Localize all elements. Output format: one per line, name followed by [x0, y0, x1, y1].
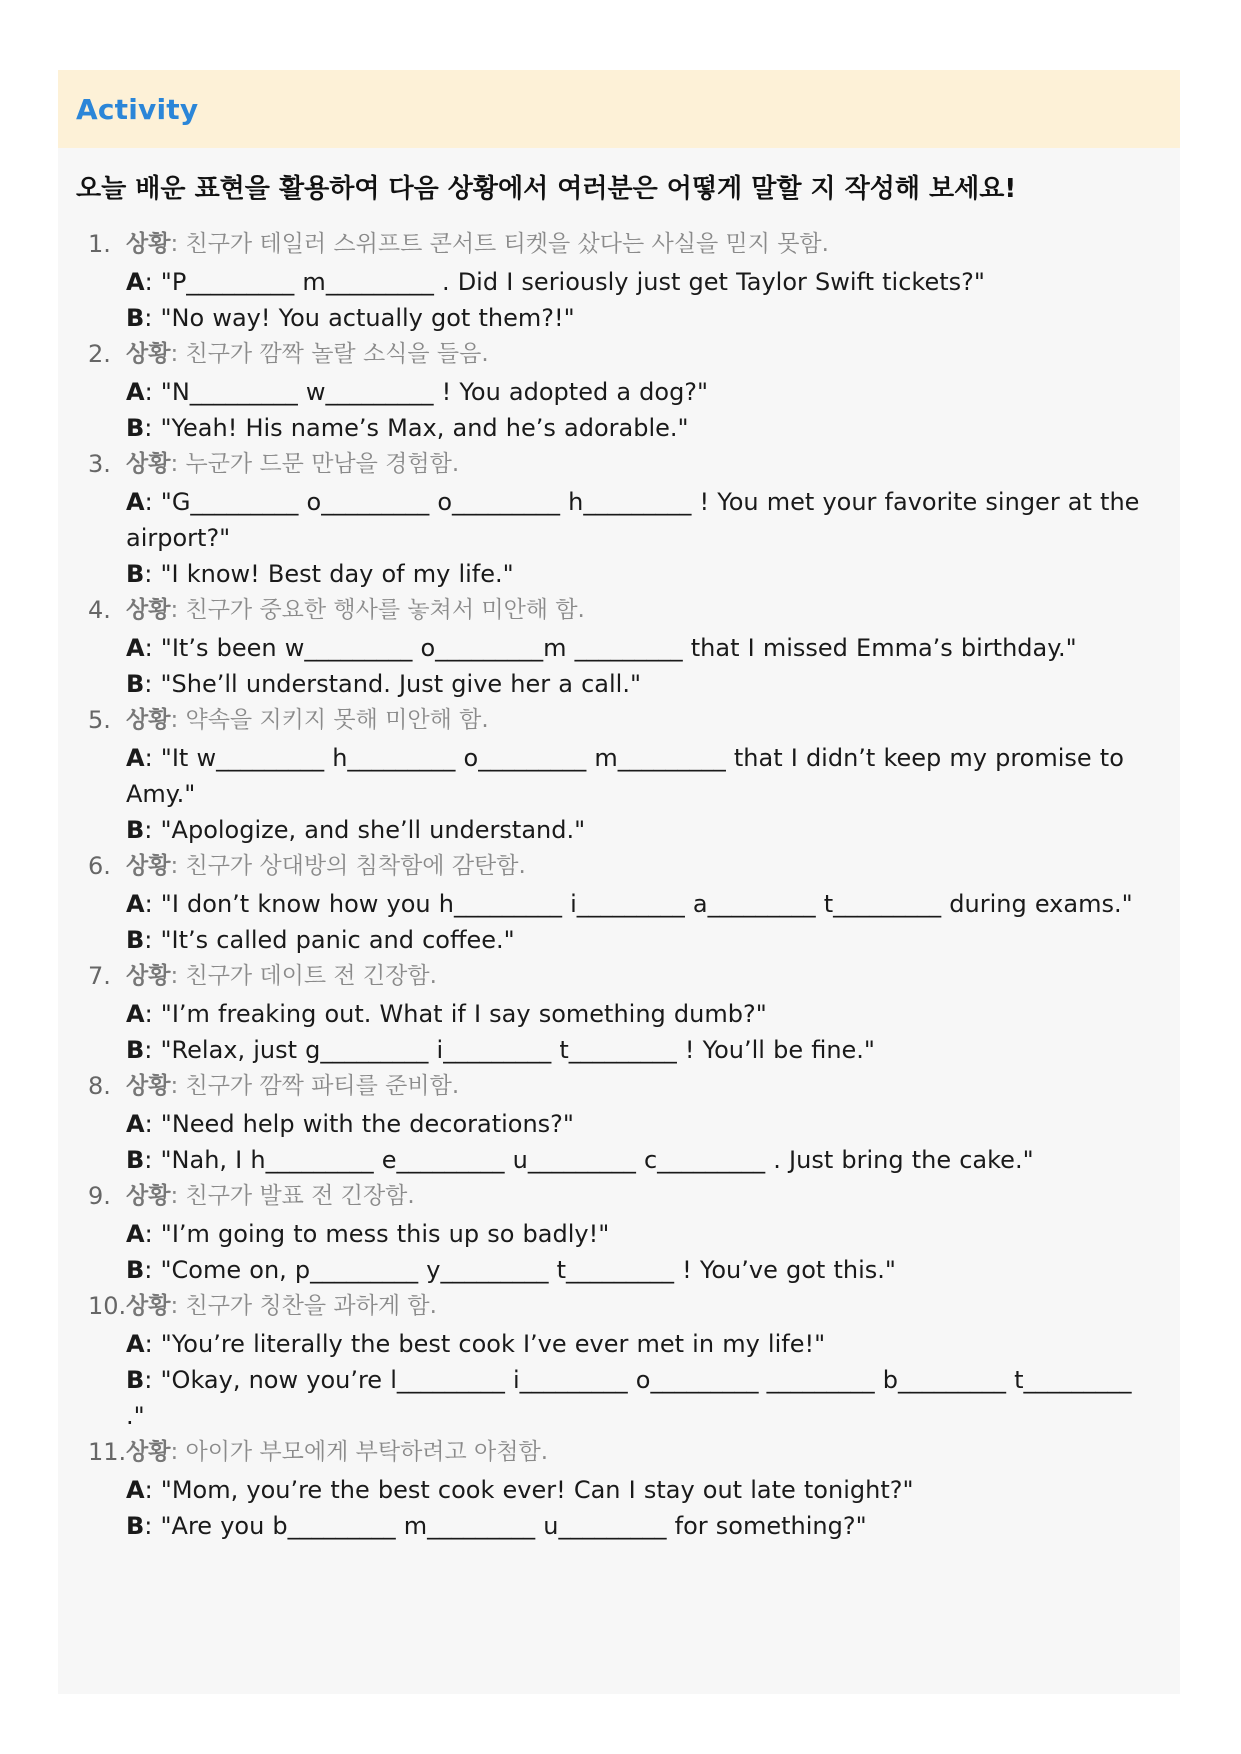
speaker-label: A — [126, 744, 145, 772]
dialogue-line — [126, 922, 1140, 958]
situation-label: 상황 — [126, 231, 171, 257]
speaker-label: B — [126, 816, 145, 844]
speaker-label: B — [126, 670, 145, 698]
exercise-list — [58, 226, 1180, 1544]
dialogue-line — [126, 812, 1140, 848]
dialogue-line — [126, 886, 1140, 922]
dialogue-text: : "Mom, you’re the best cook ever! Can I stay out late tonight?" — [144, 1476, 914, 1504]
situation-text: : 친구가 테일러 스위프트 콘서트 티켓을 샀다는 사실을 믿지 못함. — [170, 231, 829, 257]
exercise-item — [58, 1434, 1180, 1544]
speaker-label: B — [126, 1512, 145, 1540]
dialogue-line — [126, 996, 1140, 1032]
dialogue-text: : "You’re literally the best cook I’ve ever met in my life!" — [144, 1330, 826, 1358]
exercise-item — [58, 592, 1180, 702]
instruction-text: 오늘 배운 표현을 활용하여 다음 상황에서 여러분은 어떻게 말할 지 작성해 보세요! — [76, 174, 1017, 204]
exercise-item — [58, 702, 1180, 848]
dialogue-line — [126, 740, 1140, 812]
situation-label: 상황 — [126, 1439, 171, 1465]
exercise-item — [58, 958, 1180, 1068]
situation-line — [126, 958, 1140, 994]
dialogue-text: : "P_________ m_________ . Did I seriously just get Taylor Swift tickets?" — [144, 268, 985, 296]
situation-line — [126, 702, 1140, 738]
exercise-item — [58, 226, 1180, 336]
situation-label: 상황 — [126, 597, 171, 623]
item-number: 3. — [88, 450, 111, 478]
situation-text: : 친구가 칭찬을 과하게 함. — [170, 1293, 437, 1319]
speaker-label: A — [126, 488, 145, 516]
item-number: 11. — [88, 1438, 127, 1466]
speaker-label: A — [126, 1330, 145, 1358]
situation-text: : 친구가 깜짝 놀랄 소식을 들음. — [170, 341, 489, 367]
dialogue-text: : "Relax, just g_________ i_________ t_________ ! You’ll be fine." — [144, 1036, 875, 1064]
situation-text: : 약속을 지키지 못해 미안해 함. — [170, 707, 489, 733]
dialogue-text: : "Need help with the decorations?" — [144, 1110, 574, 1138]
dialogue-text: : "It’s called panic and coffee." — [144, 926, 515, 954]
dialogue-line — [126, 484, 1140, 556]
dialogue-line — [126, 1472, 1140, 1508]
situation-label: 상황 — [126, 451, 171, 477]
dialogue-line — [126, 300, 1140, 336]
dialogue-line — [126, 374, 1140, 410]
speaker-label: A — [126, 378, 145, 406]
situation-label: 상황 — [126, 853, 171, 879]
dialogue-line — [126, 1106, 1140, 1142]
dialogue-text: : "Nah, I h_________ e_________ u_________ c_________ . Just bring the cake." — [144, 1146, 1034, 1174]
speaker-label: A — [126, 1000, 145, 1028]
dialogue-line — [126, 630, 1140, 666]
situation-line — [126, 1434, 1140, 1470]
dialogue-text: : "I’m going to mess this up so badly!" — [144, 1220, 610, 1248]
item-number: 1. — [88, 230, 111, 258]
item-number: 2. — [88, 340, 111, 368]
situation-label: 상황 — [126, 1293, 171, 1319]
situation-line — [126, 226, 1140, 262]
dialogue-line — [126, 1508, 1140, 1544]
item-number: 4. — [88, 596, 111, 624]
dialogue-text: : "Okay, now you’re l_________ i_________ o_________ _________ b_________ t_________ ." — [126, 1366, 1132, 1430]
activity-title: Activity — [76, 92, 199, 126]
dialogue-text: : "Are you b_________ m_________ u_________ for something?" — [144, 1512, 867, 1540]
dialogue-line — [126, 1032, 1140, 1068]
dialogue-line — [126, 1216, 1140, 1252]
situation-text: : 친구가 깜짝 파티를 준비함. — [170, 1073, 460, 1099]
exercise-item — [58, 1068, 1180, 1178]
speaker-label: B — [126, 560, 145, 588]
speaker-label: A — [126, 1476, 145, 1504]
situation-text: : 친구가 발표 전 긴장함. — [170, 1183, 415, 1209]
dialogue-line — [126, 1326, 1140, 1362]
speaker-label: B — [126, 1366, 145, 1394]
situation-label: 상황 — [126, 707, 171, 733]
situation-label: 상황 — [126, 963, 171, 989]
dialogue-line — [126, 1362, 1140, 1434]
situation-text: : 친구가 데이트 전 긴장함. — [170, 963, 437, 989]
situation-line — [126, 848, 1140, 884]
situation-label: 상황 — [126, 341, 171, 367]
dialogue-text: : "Apologize, and she’ll understand." — [144, 816, 586, 844]
speaker-label: A — [126, 1110, 145, 1138]
situation-line — [126, 446, 1140, 482]
exercise-item — [58, 1178, 1180, 1288]
activity-header — [58, 70, 1180, 148]
dialogue-line — [126, 1142, 1140, 1178]
dialogue-line — [126, 264, 1140, 300]
exercise-item — [58, 1288, 1180, 1434]
item-number: 10. — [88, 1292, 127, 1320]
situation-line — [126, 1068, 1140, 1104]
dialogue-text: : "It’s been w_________ o_________m _________ that I missed Emma’s birthday." — [144, 634, 1077, 662]
dialogue-text: : "Come on, p_________ y_________ t_________ ! You’ve got this." — [144, 1256, 896, 1284]
dialogue-text: : "She’ll understand. Just give her a call." — [144, 670, 642, 698]
exercise-item — [58, 336, 1180, 446]
item-number: 7. — [88, 962, 111, 990]
speaker-label: B — [126, 1256, 145, 1284]
dialogue-line — [126, 556, 1140, 592]
situation-label: 상황 — [126, 1073, 171, 1099]
situation-line — [126, 1288, 1140, 1324]
situation-line — [126, 336, 1140, 372]
speaker-label: B — [126, 414, 145, 442]
activity-sheet — [58, 70, 1180, 1694]
dialogue-text: : "I know! Best day of my life." — [144, 560, 514, 588]
dialogue-text: : "It w_________ h_________ o_________ m_________ that I didn’t keep my promise to Amy." — [126, 744, 1124, 808]
item-number: 6. — [88, 852, 111, 880]
situation-line — [126, 1178, 1140, 1214]
situation-line — [126, 592, 1140, 628]
speaker-label: A — [126, 890, 145, 918]
situation-text: : 아이가 부모에게 부탁하려고 아첨함. — [170, 1439, 549, 1465]
dialogue-text: : "No way! You actually got them?!" — [144, 304, 575, 332]
speaker-label: B — [126, 304, 145, 332]
item-number: 5. — [88, 706, 111, 734]
exercise-item — [58, 446, 1180, 592]
exercise-item — [58, 848, 1180, 958]
situation-label: 상황 — [126, 1183, 171, 1209]
item-number: 9. — [88, 1182, 111, 1210]
dialogue-text: : "I don’t know how you h_________ i_________ a_________ t_________ during exams." — [144, 890, 1133, 918]
dialogue-text: : "N_________ w_________ ! You adopted a dog?" — [144, 378, 709, 406]
dialogue-line — [126, 1252, 1140, 1288]
situation-text: : 누군가 드문 만남을 경험함. — [170, 451, 460, 477]
speaker-label: A — [126, 268, 145, 296]
dialogue-line — [126, 666, 1140, 702]
dialogue-text: : "I’m freaking out. What if I say something dumb?" — [144, 1000, 767, 1028]
speaker-label: B — [126, 926, 145, 954]
speaker-label: B — [126, 1036, 145, 1064]
situation-text: : 친구가 중요한 행사를 놓쳐서 미안해 함. — [170, 597, 585, 623]
speaker-label: B — [126, 1146, 145, 1174]
situation-text: : 친구가 상대방의 침착함에 감탄함. — [170, 853, 526, 879]
speaker-label: A — [126, 634, 145, 662]
speaker-label: A — [126, 1220, 145, 1248]
dialogue-text: : "Yeah! His name’s Max, and he’s adorable." — [144, 414, 689, 442]
item-number: 8. — [88, 1072, 111, 1100]
dialogue-line — [126, 410, 1140, 446]
dialogue-text: : "G_________ o_________ o_________ h_________ ! You met your favorite singer at the airport?" — [126, 488, 1140, 552]
